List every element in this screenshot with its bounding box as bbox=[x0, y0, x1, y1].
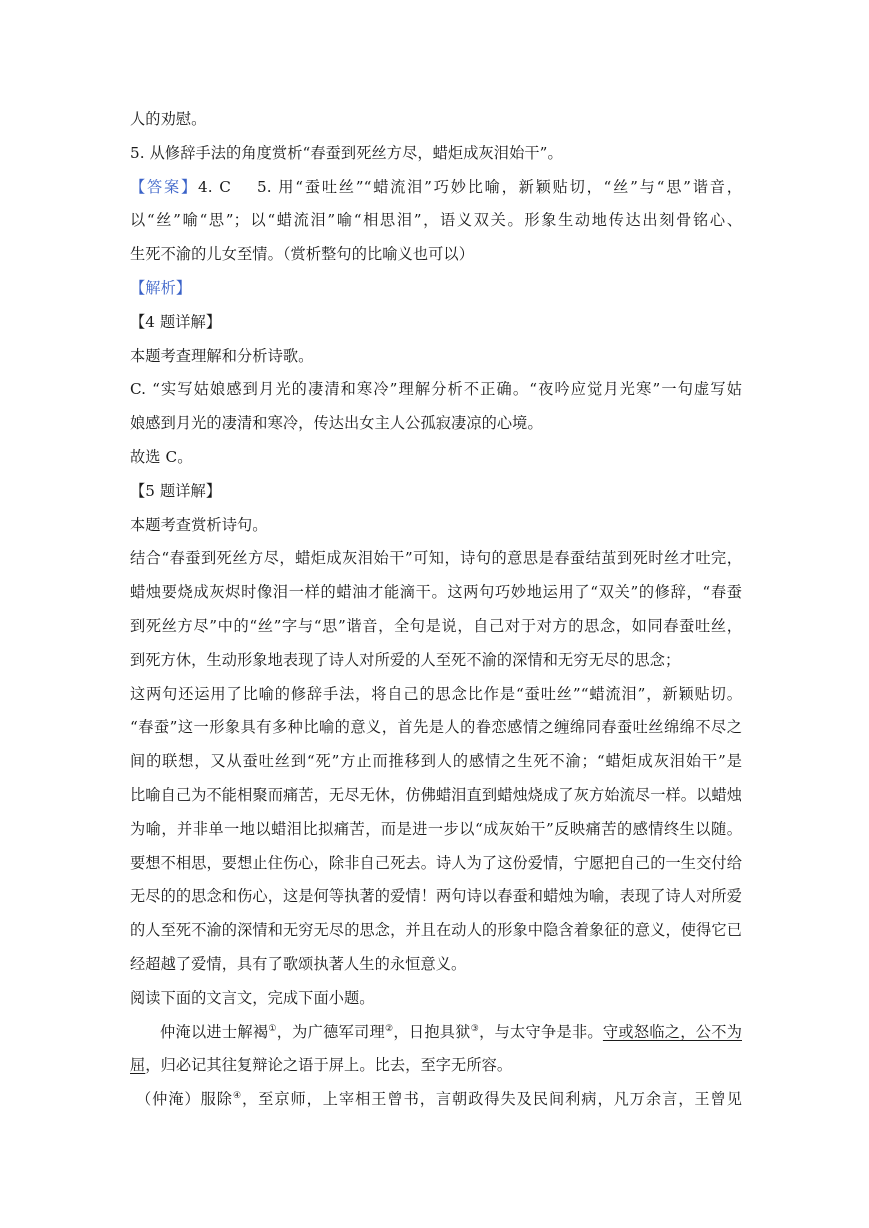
document-page bbox=[130, 103, 742, 1117]
answer-tag: 【答案】 bbox=[130, 177, 198, 196]
text-line: “春蚕”这一形象具有多种比喻的意义，首先是人的眷恋感情之缠绵同春蚕吐丝绵绵不尽之 bbox=[130, 718, 742, 737]
underlined-sentence: 守或怒临之，公不为 bbox=[602, 1022, 742, 1041]
text-span: ，归必记其往复辩论之语于屏上。比去，至字无所容。 bbox=[145, 1056, 513, 1075]
section-heading-4: 【4 题详解】 bbox=[130, 312, 222, 331]
text-line: 为喻，并非单一地以蜡泪比拟痛苦，而是进一步以“成灰始干”反映痛苦的感情终生以随。 bbox=[130, 819, 742, 838]
classical-text-line bbox=[130, 1016, 742, 1050]
text-span: ，为广德军司理 bbox=[276, 1022, 386, 1041]
answer-5: 5. 用“蚕吐丝”“蜡流泪”巧妙比喻，新颖贴切，“丝”与“思”谐音， bbox=[256, 177, 742, 196]
classical-text-line bbox=[130, 1083, 742, 1117]
text-line: 人的劝慰。 bbox=[130, 110, 207, 128]
text-line: 的人至死不渝的深情和无穷无尽的思念，并且在动人的形象中隐含着象征的意义，使得它已 bbox=[130, 921, 742, 940]
text-line: 阅读下面的文言文，完成下面小题。 bbox=[130, 988, 375, 1007]
text-line: 故选 C。 bbox=[130, 447, 193, 466]
text-span: 仲淹以进士解褐 bbox=[160, 1022, 269, 1041]
text-span: ，日抱具狱 bbox=[393, 1022, 471, 1041]
section-heading-5: 【5 题详解】 bbox=[130, 481, 222, 500]
text-line: 本题考查理解和分析诗歌。 bbox=[130, 346, 314, 365]
answer-line bbox=[130, 171, 742, 205]
footnote-1: ① bbox=[268, 1023, 277, 1034]
text-line: C. “实写姑娘感到月光的凄清和寒冷”理解分析不正确。“夜吟应觉月光寒”一句虚写姑 bbox=[130, 380, 742, 399]
text-line: 比喻自己为不能相聚而痛苦，无尽无休，仿佛蜡泪直到蜡烛烧成了灰方始流尽一样。以蜡烛 bbox=[130, 785, 742, 804]
text-line: 到死丝方尽”中的“丝”字与“思”谐音，全句是说，自己对于对方的思念，如同春蚕吐丝， bbox=[130, 616, 742, 635]
text-line: 这两句还运用了比喻的修辞手法，将自己的思念比作是“蚕吐丝”“蜡流泪”，新颖贴切。 bbox=[130, 684, 742, 703]
text-line: 蜡烛要烧成灰烬时像泪一样的蜡油才能滴干。这两句巧妙地运用了“双关”的修辞，“春蚕 bbox=[130, 583, 742, 602]
question-5: 5. 从修辞手法的角度赏析“春蚕到死丝方尽，蜡炬成灰泪始干”。 bbox=[130, 143, 563, 162]
text-line: 要想不相思，要想止住伤心，除非自己死去。诗人为了这份爱情，宁愿把自己的一生交付给 bbox=[130, 853, 742, 872]
analysis-tag: 【解析】 bbox=[130, 278, 192, 297]
answer-4: 4. C bbox=[197, 177, 231, 196]
text-line: 经超越了爱情，具有了歌颂执著人生的永恒意义。 bbox=[130, 954, 467, 973]
text-line: 生死不渝的儿女至情。（赏析整句的比喻义也可以） bbox=[130, 245, 475, 264]
text-line: 无尽的的思念和伤心，这是何等执著的爱情！两句诗以春蚕和蜡烛为喻，表现了诗人对所爱 bbox=[130, 887, 742, 906]
text-line: 间的联想，又从蚕吐丝到“死”方止而推移到人的感情之生死不渝；“蜡炬成灰泪始干”是 bbox=[130, 752, 742, 771]
text-span: （仲淹）服除 bbox=[136, 1090, 233, 1109]
text-span: ，至京师，上宰相王曾书，言朝政得失及民间利病，凡万余言，王曾见 bbox=[242, 1090, 742, 1109]
underlined-sentence-end: 屈 bbox=[130, 1056, 146, 1075]
text-span: ，与太守争是非。 bbox=[479, 1022, 603, 1041]
text-line: 结合“春蚕到死丝方尽，蜡炬成灰泪始干”可知，诗句的意思是春蚕结茧到死时丝才吐完， bbox=[130, 549, 742, 568]
footnote-3: ③ bbox=[470, 1023, 480, 1034]
footnote-2: ② bbox=[385, 1023, 394, 1034]
footnote-4: ④ bbox=[232, 1091, 242, 1102]
text-line: 本题考查赏析诗句。 bbox=[130, 515, 268, 534]
text-line: 以“丝”喻“思”；以“蜡流泪”喻“相思泪”，语义双关。形象生动地传达出刻骨铭心、 bbox=[130, 211, 742, 230]
text-line: 娘感到月光的凄清和寒冷，传达出女主人公孤寂凄凉的心境。 bbox=[130, 414, 543, 433]
classical-text-line bbox=[130, 1049, 742, 1083]
text-line: 到死方休，生动形象地表现了诗人对所爱的人至死不渝的深情和无穷无尽的思念； bbox=[130, 650, 681, 669]
